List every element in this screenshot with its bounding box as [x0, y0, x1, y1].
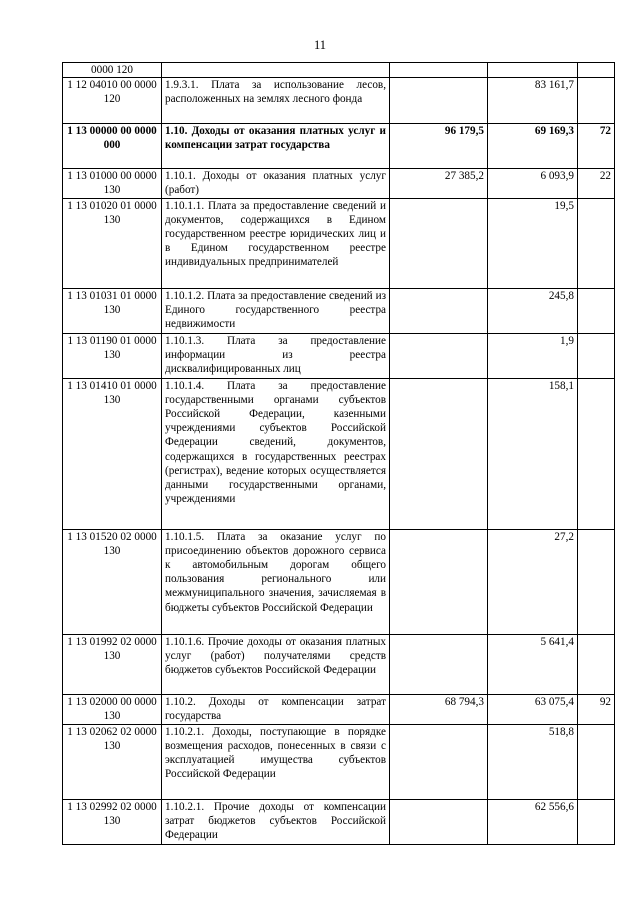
table-row	[63, 63, 615, 78]
table-row	[63, 288, 615, 333]
percent-cell	[578, 378, 615, 529]
value-1-cell	[390, 799, 488, 844]
table-row	[63, 694, 615, 724]
description-cell: 1.10.1.5. Плата за оказание услуг по присоединению объектов дорожного сервиса к автомобильным дорогам общего пользования регионального или межмуниципального значения, зачисляемая в бюджеты субъектов Российской Федерации	[162, 529, 390, 634]
value-1-cell	[390, 63, 488, 78]
value-2-cell: 62 556,6	[488, 799, 578, 844]
percent-cell	[578, 198, 615, 288]
percent-cell: 22	[578, 169, 615, 198]
page-number: 11	[313, 38, 327, 52]
value-1-cell	[390, 198, 488, 288]
description-cell: 1.9.3.1. Плата за использование лесов, расположенных на землях лесного фонда	[162, 78, 390, 124]
percent-cell	[578, 799, 615, 844]
value-1-cell	[390, 634, 488, 694]
budget-code-cell: 0000 120	[63, 63, 162, 78]
description-cell: 1.10.1.1. Плата за предоставление сведений и документов, содержащихся в Едином государственном реестре юридических лиц и в Едином государственном реестре индивидуальных предпринимателей	[162, 198, 390, 288]
percent-cell	[578, 288, 615, 333]
revenue-table	[62, 62, 615, 845]
description-cell: 1.10.1.6. Прочие доходы от оказания платных услуг (работ) получателями средств бюджетов субъектов Российской Федерации	[162, 634, 390, 694]
description-cell: 1.10.2.1. Прочие доходы от компенсации затрат бюджетов субъектов Российской Федерации	[162, 799, 390, 844]
percent-cell	[578, 724, 615, 799]
value-2-cell: 6 093,9	[488, 169, 578, 198]
value-1-cell	[390, 724, 488, 799]
table-row	[63, 78, 615, 124]
budget-code-cell: 1 13 00000 00 0000 000	[63, 124, 162, 169]
value-1-cell: 68 794,3	[390, 694, 488, 724]
table-row	[63, 124, 615, 169]
budget-code-cell: 1 12 04010 00 0000 120	[63, 78, 162, 124]
percent-cell	[578, 333, 615, 378]
description-cell: 1.10. Доходы от оказания платных услуг и компенсации затрат государства	[162, 124, 390, 169]
value-2-cell: 5 641,4	[488, 634, 578, 694]
budget-code-cell: 1 13 01520 02 0000 130	[63, 529, 162, 634]
value-1-cell: 96 179,5	[390, 124, 488, 169]
description-cell	[162, 63, 390, 78]
value-2-cell: 63 075,4	[488, 694, 578, 724]
budget-code-cell: 1 13 01992 02 0000 130	[63, 634, 162, 694]
table-row	[63, 198, 615, 288]
table-row	[63, 378, 615, 529]
budget-code-cell: 1 13 01031 01 0000 130	[63, 288, 162, 333]
table-row	[63, 529, 615, 634]
value-1-cell	[390, 529, 488, 634]
percent-cell	[578, 63, 615, 78]
value-2-cell: 518,8	[488, 724, 578, 799]
percent-cell	[578, 634, 615, 694]
description-cell: 1.10.2. Доходы от компенсации затрат государства	[162, 694, 390, 724]
description-cell: 1.10.1.4. Плата за предоставление государственными органами субъектов Российской Федерации, казенными учреждениями субъектов Российской Федерации сведений, документов, содержащихся в государственных реестрах (регистрах), ведение которых осуществляется данными государственными органами, учреждениями	[162, 378, 390, 529]
table-row	[63, 333, 615, 378]
description-cell: 1.10.1.3. Плата за предоставление информации из реестра дисквалифицированных лиц	[162, 333, 390, 378]
percent-cell	[578, 78, 615, 124]
value-2-cell: 1,9	[488, 333, 578, 378]
value-1-cell: 27 385,2	[390, 169, 488, 198]
budget-code-cell: 1 13 02000 00 0000 130	[63, 694, 162, 724]
budget-code-cell: 1 13 02992 02 0000 130	[63, 799, 162, 844]
budget-code-cell: 1 13 01190 01 0000 130	[63, 333, 162, 378]
table-row	[63, 169, 615, 198]
value-2-cell: 158,1	[488, 378, 578, 529]
budget-code-cell: 1 13 02062 02 0000 130	[63, 724, 162, 799]
table-row	[63, 724, 615, 799]
percent-cell: 72	[578, 124, 615, 169]
table-row	[63, 799, 615, 844]
revenue-table-body	[63, 63, 615, 845]
value-1-cell	[390, 288, 488, 333]
table-row	[63, 634, 615, 694]
percent-cell: 92	[578, 694, 615, 724]
value-2-cell: 19,5	[488, 198, 578, 288]
value-2-cell: 27,2	[488, 529, 578, 634]
value-1-cell	[390, 78, 488, 124]
value-1-cell	[390, 333, 488, 378]
description-cell: 1.10.1.2. Плата за предоставление сведений из Единого государственного реестра недвижимости	[162, 288, 390, 333]
value-2-cell: 245,8	[488, 288, 578, 333]
value-1-cell	[390, 378, 488, 529]
description-cell: 1.10.2.1. Доходы, поступающие в порядке возмещения расходов, понесенных в связи с эксплуатацией имущества субъектов Российской Федерации	[162, 724, 390, 799]
value-2-cell: 69 169,3	[488, 124, 578, 169]
budget-code-cell: 1 13 01410 01 0000 130	[63, 378, 162, 529]
description-cell: 1.10.1. Доходы от оказания платных услуг (работ)	[162, 169, 390, 198]
percent-cell	[578, 529, 615, 634]
value-2-cell: 83 161,7	[488, 78, 578, 124]
budget-code-cell: 1 13 01000 00 0000 130	[63, 169, 162, 198]
value-2-cell	[488, 63, 578, 78]
budget-code-cell: 1 13 01020 01 0000 130	[63, 198, 162, 288]
